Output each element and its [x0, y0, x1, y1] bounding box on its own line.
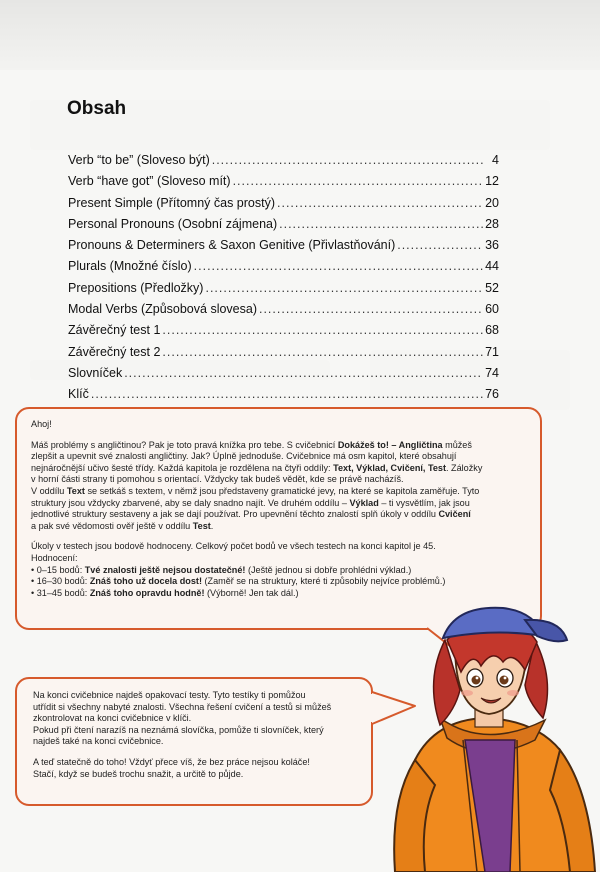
toc-entry-page: 36 — [485, 238, 499, 253]
score-range-3: • 31–45 bodů: Znáš toho opravdu hodně! (Výborně! Jen tak dál.) — [31, 587, 299, 598]
cartoon-boy-icon — [385, 600, 600, 872]
scoring-paragraph — [31, 541, 526, 599]
toc-entry-label: Pronouns & Determiners & Saxon Genitive (Přivlastňování) — [68, 238, 396, 253]
toc-entry-label: Klíč — [68, 387, 89, 402]
greeting: Ahoj! — [31, 419, 52, 429]
toc-entry[interactable] — [68, 238, 499, 259]
toc-entry-label: Modal Verbs (Způsobová slovesa) — [68, 302, 257, 317]
toc-entry-label: Personal Pronouns (Osobní zájmena) — [68, 216, 278, 231]
toc-entry[interactable] — [68, 323, 499, 344]
facing-page-shadow — [0, 0, 600, 70]
outro-paragraph — [33, 690, 355, 748]
toc-entry-page: 60 — [485, 302, 499, 317]
toc-leader-dots — [397, 238, 483, 252]
toc-entry-page: 76 — [485, 387, 499, 402]
toc-leader-dots — [205, 281, 483, 295]
outro-line: Pokud při čtení narazíš na neznámá slovíčka, pomůže ti slovníček, který — [33, 724, 324, 735]
intro-line: zlepšit a upevnit své znalosti angličtiny. Jak? Úplně jednoduše. Cvičebnice má osm kapitol, které obsahují — [31, 451, 457, 462]
toc-entry[interactable] — [68, 366, 499, 387]
encouragement-paragraph — [33, 757, 355, 780]
toc-entry[interactable] — [68, 259, 499, 280]
toc-leader-dots — [212, 153, 483, 167]
scoring-heading: Hodnocení: — [31, 552, 78, 563]
outro-line: najdeš také na konci cvičebnice. — [33, 736, 164, 747]
toc-leader-dots — [124, 366, 483, 380]
intro-line: v horní části strany ti pomohou s orientací. Vždycky tak budeš vědět, kde se právě nacházíš. — [31, 474, 404, 485]
toc-entry-label: Závěrečný test 1 — [68, 323, 161, 338]
toc-entry-label: Verb “have got” (Sloveso mít) — [68, 174, 231, 189]
intro-line: Máš problémy s angličtinou? Pak je toto pravá knížka pro tebe. S cvičebnicí Dokážeš to! – Angličtina můžeš — [31, 439, 472, 450]
outro-line: A teď statečně do toho! Vždyť přece víš, že bez práce nejsou koláče! — [33, 756, 310, 767]
toc-list — [68, 153, 499, 409]
toc-entry-label: Verb “to be” (Sloveso být) — [68, 153, 210, 167]
score-range-2: • 16–30 bodů: Znáš toho už docela dost! (Zaměř se na struktury, které ti způsobily nejvíce problémů.) — [31, 576, 446, 587]
toc-entry[interactable] — [68, 153, 499, 174]
toc-entry-page: 52 — [485, 280, 499, 295]
intro-line: struktury jsou vždycky zbarvené, aby se daly snadno najít. Ve druhém oddílu – Výklad – ti vysvětlím, jak jsou — [31, 497, 470, 508]
toc-leader-dots — [233, 174, 483, 188]
toc-entry-page: 12 — [485, 174, 499, 189]
toc-entry-label: Prepositions (Předložky) — [68, 280, 204, 295]
intro-line: nejnáročnější učivo šesté třídy. Každá kapitola je rozdělena na čtyři oddíly: Text, Výklad, Cvičení, Test. Záložky — [31, 462, 483, 473]
toc-entry-page: 28 — [485, 216, 499, 231]
intro-line: V oddílu Text se setkáš s textem, v němž jsou představeny gramatické jevy, na které se kapitola zaměřuje. Tyto — [31, 485, 480, 496]
outro-line: zkontrolovat na konci cvičebnice v klíči. — [33, 713, 192, 724]
intro-line: jednotlivé struktury sestaveny a jak se dají používat. Pro upevnění těchto znalostí splň úkoly v oddílu Cvičení — [31, 509, 471, 520]
outro-line: Na konci cvičebnice najdeš opakovací testy. Tyto testíky ti pomůžou — [33, 690, 306, 700]
intro-speech-bubble — [15, 407, 542, 630]
toc-entry-page: 20 — [485, 195, 499, 210]
outro-line: Stačí, když se budeš trochu snažit, a určitě to půjde. — [33, 768, 244, 779]
outro-speech-bubble — [15, 677, 373, 806]
toc-leader-dots — [91, 387, 483, 401]
score-range-1: • 0–15 bodů: Tvé znalosti ještě nejsou dostatečné! (Ještě jednou si dobře prohlédni výklad.) — [31, 564, 412, 575]
book-title: Dokážeš to! – Angličtina — [337, 439, 443, 450]
toc-entry[interactable] — [68, 196, 499, 217]
toc-entry[interactable] — [68, 387, 499, 408]
toc-entry-label: Závěrečný test 2 — [68, 344, 161, 359]
outro-line: utřídit si všechny nabyté znalosti. Všechna řešení cvičení a testů si můžeš — [33, 701, 332, 712]
toc-leader-dots — [279, 217, 483, 231]
toc-leader-dots — [277, 196, 483, 210]
toc-leader-dots — [194, 259, 483, 273]
toc-leader-dots — [259, 302, 483, 316]
toc-entry[interactable] — [68, 281, 499, 302]
toc-entry-page: 4 — [492, 153, 499, 167]
toc-leader-dots — [162, 345, 483, 359]
toc-entry-page: 44 — [485, 259, 499, 274]
toc-entry-page: 71 — [485, 344, 499, 359]
toc-entry-page: 74 — [485, 365, 499, 380]
toc-entry[interactable] — [68, 174, 499, 195]
toc-entry-label: Slovníček — [68, 365, 123, 380]
toc-entry[interactable] — [68, 217, 499, 238]
toc-entry-page: 68 — [485, 323, 499, 338]
toc-entry[interactable] — [68, 345, 499, 366]
toc-entry-label: Plurals (Množné číslo) — [68, 259, 192, 274]
toc-leader-dots — [162, 323, 483, 337]
intro-paragraph — [31, 440, 526, 533]
toc-entry-label: Present Simple (Přítomný čas prostý) — [68, 195, 276, 210]
scoring-line: Úkoly v testech jsou bodově hodnoceny. Celkový počet bodů ve všech testech na konci kapitol je 45. — [31, 541, 436, 552]
toc-title: Obsah — [67, 98, 127, 119]
intro-line: a pak své vědomosti ověř ještě v oddílu Test. — [31, 520, 214, 531]
toc-entry[interactable] — [68, 302, 499, 323]
